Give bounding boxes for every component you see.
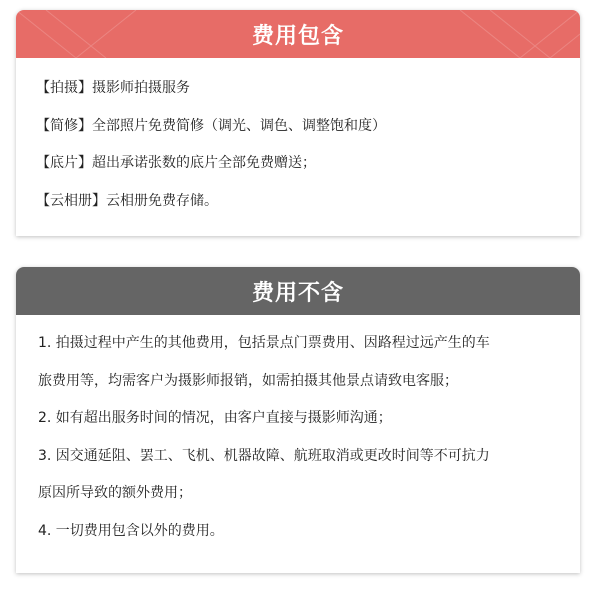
- list-item: 旅费用等，均需客户为摄影师报销，如需拍摄其他景点请致电客服；: [38, 372, 458, 389]
- fee-excluded-list: [16, 315, 580, 550]
- fee-included-card: [16, 10, 580, 236]
- fee-included-title: 费用包含: [251, 23, 344, 49]
- fee-included-list: [16, 58, 580, 220]
- fee-excluded-header: [16, 267, 580, 315]
- fee-excluded-title: 费用不含: [251, 280, 344, 306]
- list-item: 3. 因交通延阻、罢工、飞机、机器故障、航班取消或更改时间等不可抗力: [38, 447, 490, 464]
- list-item: 2. 如有超出服务时间的情况，由客户直接与摄影师沟通；: [38, 410, 392, 426]
- list-item: 4. 一切费用包含以外的费用。: [38, 522, 224, 539]
- list-item: 1. 拍摄过程中产生的其他费用，包括景点门票费用、因路程过远产生的车: [38, 335, 490, 351]
- list-item: 【云相册】云相册免费存储。: [36, 192, 218, 209]
- list-item: 【底片】超出承诺张数的底片全部免费赠送；: [36, 155, 316, 171]
- list-item: 原因所导致的额外费用；: [38, 485, 192, 501]
- fee-excluded-card: [16, 267, 580, 573]
- fee-included-header: [16, 10, 580, 58]
- list-item: 【简修】全部照片免费简修（调光、调色、调整饱和度）: [36, 117, 386, 134]
- list-item: 【拍摄】摄影师拍摄服务: [36, 80, 190, 96]
